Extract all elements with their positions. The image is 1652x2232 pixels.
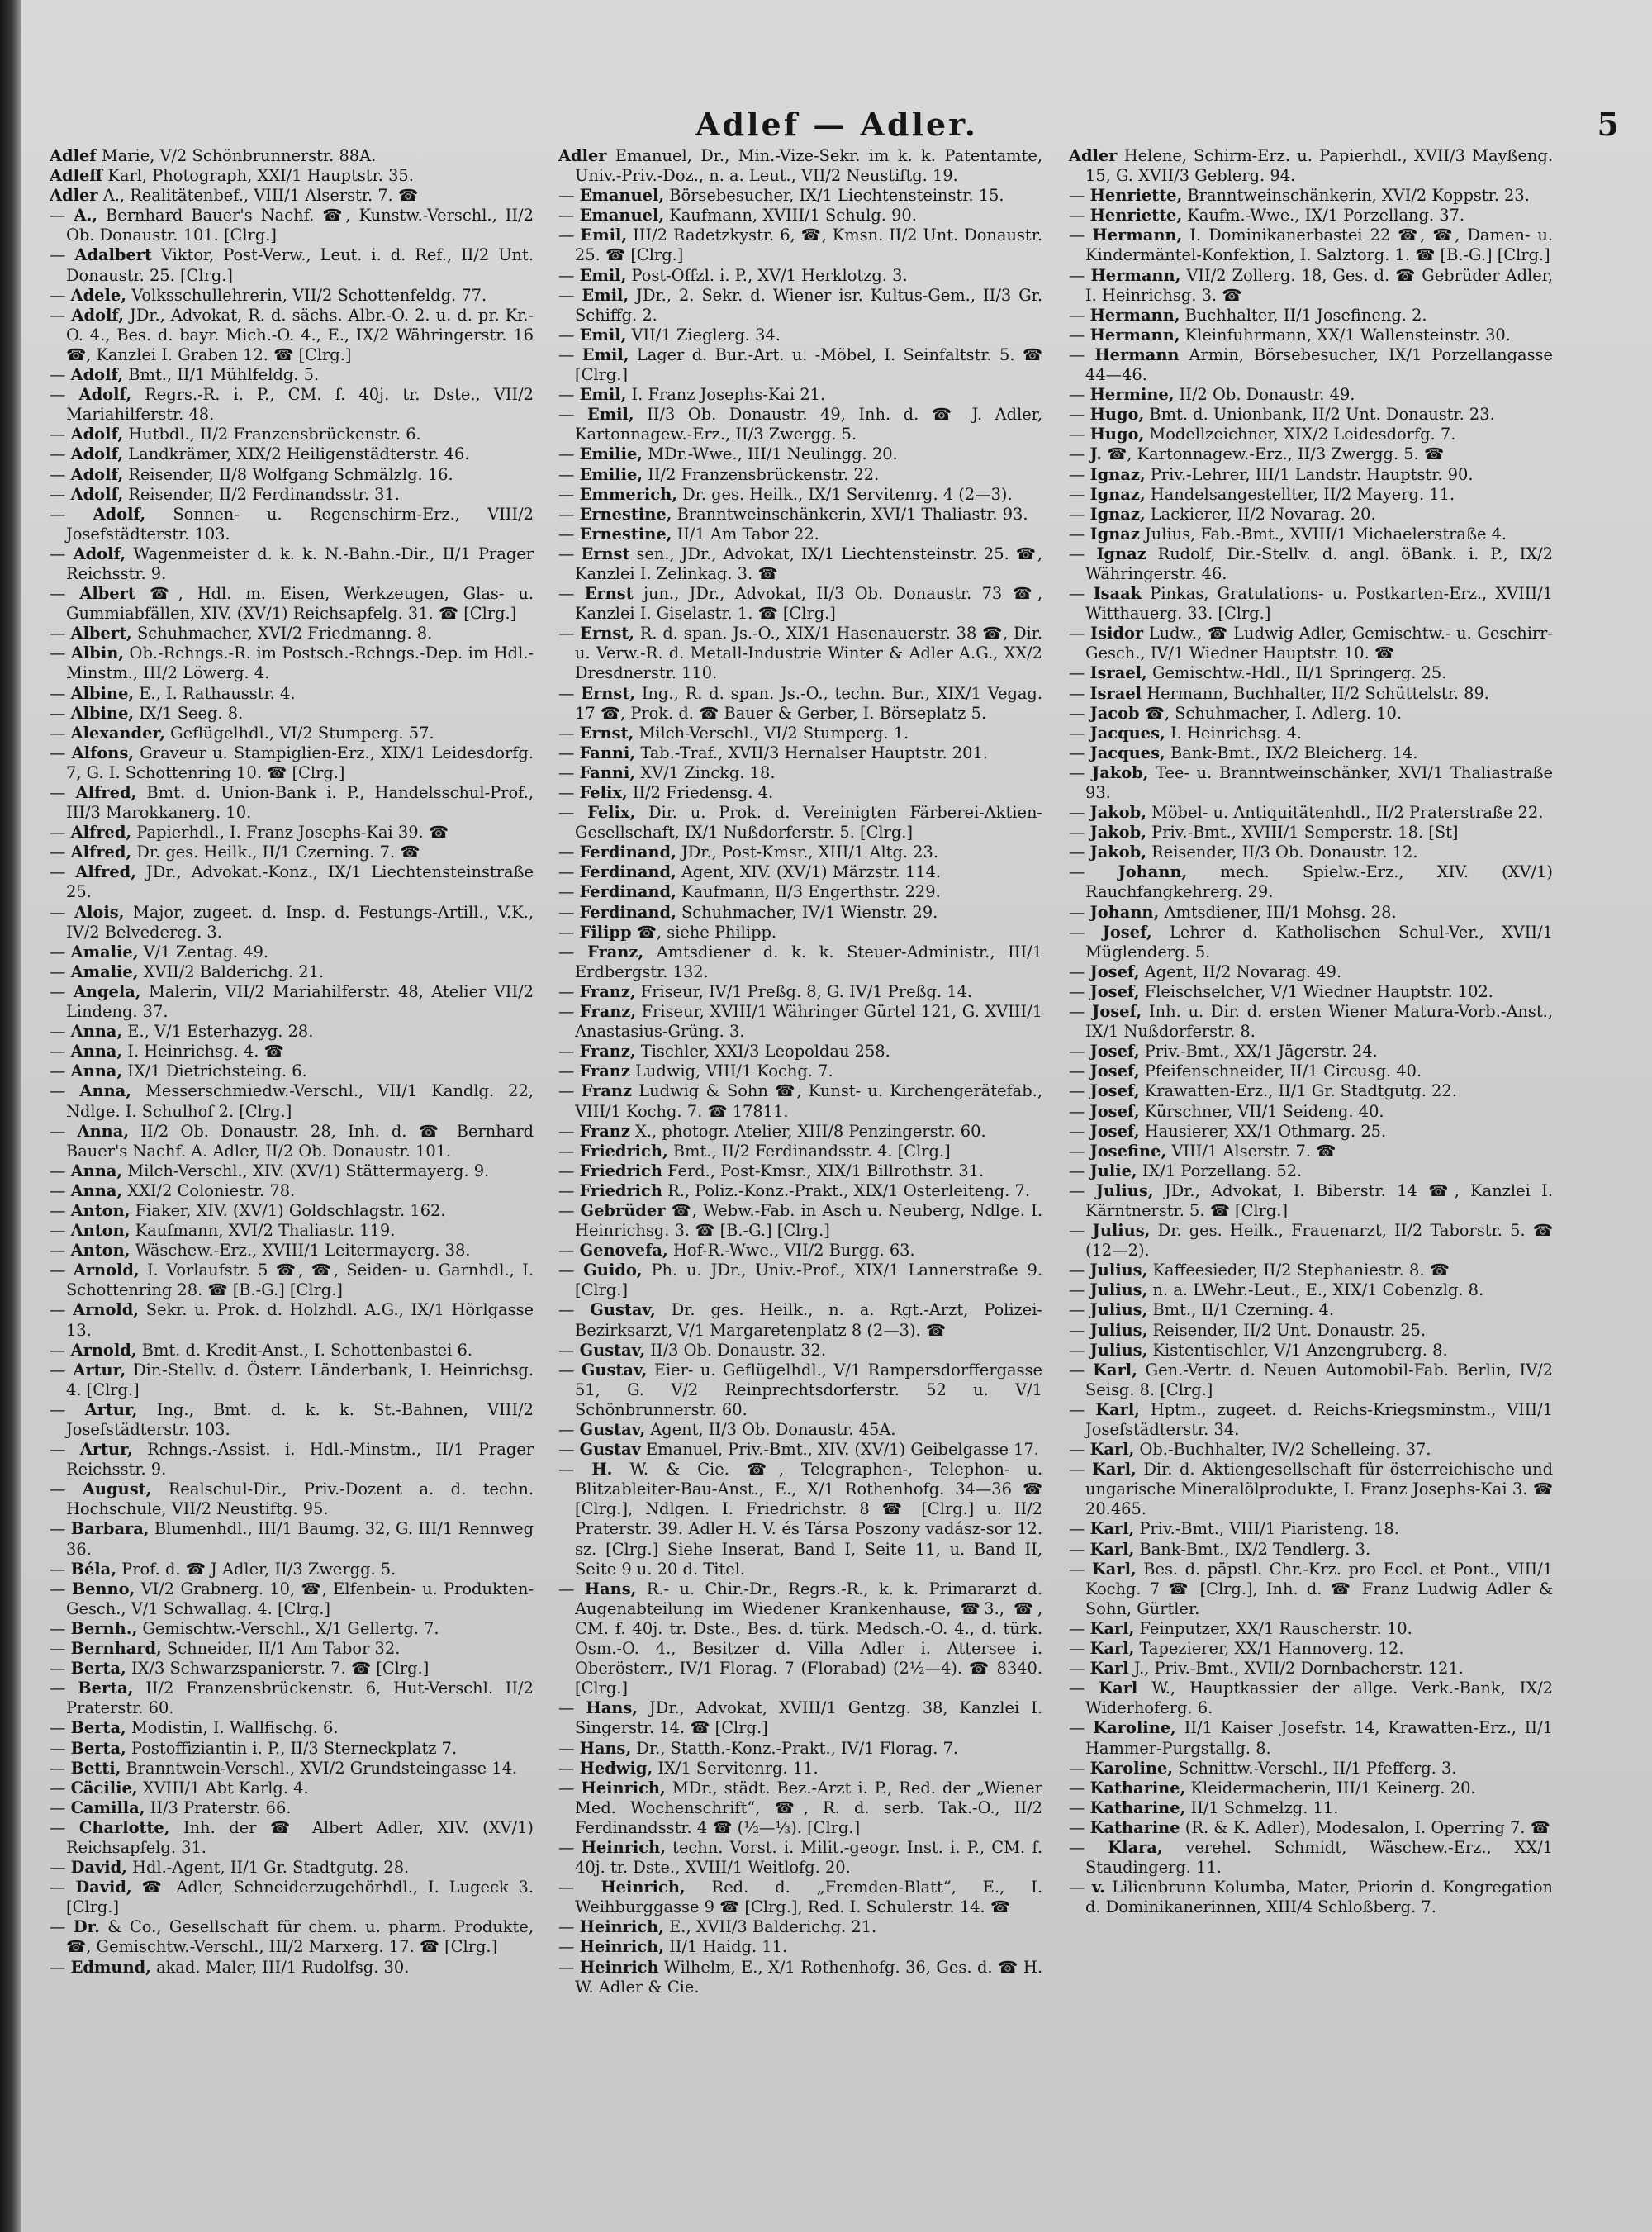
directory-entry: — Julius, Reisender, II/2 Unt. Donaustr. 25. xyxy=(1069,1320,1427,1340)
directory-entry: — Ernst sen., JDr., Advokat, IX/1 Liechtensteinstr. 25. ☎, Kanzlei I. Zelinkag. 3. ☎ xyxy=(558,544,1042,583)
directory-entry: — Adalbert Viktor, Post-Verw., Leut. i. d. Ref., II/2 Unt. Donaustr. 25. [Clrg.] xyxy=(50,245,534,285)
directory-entry: — David, Hdl.-Agent, II/1 Gr. Stadtgutg. 28. xyxy=(50,1858,410,1878)
directory-entry: — Emilie, II/2 Franzensbrückenstr. 22. xyxy=(558,464,880,484)
directory-entry: — Arnold, Bmt. d. Kredit-Anst., I. Schottenbastei 6. xyxy=(50,1340,473,1360)
directory-entry: — Hans, R.- u. Chir.-Dr., Regrs.-R., k. k. Primararzt d. Augenabteilung im Wiedener Krankenhause, ☎3., ☎, CM. f. 40j. tr. Dste., Bes. d. türk. Medsch.-O. 4., d. türk. Osm.-O. 4., Besitzer d. Villa Adler i. Attersee i. Oberösterr., IV/1 Florag. 7 (Florabad) (2½—4). ☎ 8340. [Clrg.] xyxy=(558,1579,1043,1698)
directory-entry: — Bernh., Gemischtw.-Verschl., X/1 Gellertg. 7. xyxy=(50,1618,439,1638)
directory-entry: — Katharine, II/1 Schmelzg. 11. xyxy=(1069,1797,1339,1817)
directory-entry: — Albine, E., I. Rathausstr. 4. xyxy=(50,683,296,703)
directory-entry: — Klara, verehel. Schmidt, Wäschew.-Erz., XX/1 Staudingerg. 11. xyxy=(1069,1837,1553,1878)
directory-entry: — Albert, Schuhmacher, XVI/2 Friedmanng. 8. xyxy=(50,624,433,643)
directory-entry: — H. W. & Cie. ☎, Telegraphen-, Telephon- u. Blitzableiter-Bau-Anst., E., X/1 Rothenhofg. 34—36 ☎ [Clrg.], Ndlgen. I. Friedrichstr. 8 ☎ [Clrg.] u. II/2 Praterstr. 39. Adler H. V. és Társa Poszony vadász-sor 12. sz. [Clrg.] Siehe Inserat, Band I, Seite 11, u. Band II, Seite 9 u. 20 d. Titel. xyxy=(558,1460,1042,1579)
directory-entry: — Alfred, Papierhdl., I. Franz Josephs-Kai 39. ☎ xyxy=(50,823,449,843)
directory-entry: — Adolf, JDr., Advokat, R. d. sächs. Albr.-O. 2. u. d. pr. Kr.-O. 4., Bes. d. bayr. Mich.-O. 4., E., IX/2 Währingerstr. 16 ☎, Kanzlei I. Graben 12. ☎ [Clrg.] xyxy=(50,305,534,364)
directory-page xyxy=(21,0,1652,2232)
directory-entry: — v. Lilienbrunn Kolumba, Mater, Priorin d. Kongregation d. Dominikanerinnen, XIII/4 Schloßberg. 7. xyxy=(1069,1878,1553,1917)
directory-entry: — Josef, Lehrer d. Katholischen Schul-Ver., XVII/1 Müglenderg. 5. xyxy=(1069,922,1553,962)
directory-entry: — Friedrich Ferd., Post-Kmsr., XIX/1 Billrothstr. 31. xyxy=(558,1161,985,1180)
directory-entry: — Hermann, Kleinfuhrmann, XX/1 Wallensteinstr. 30. xyxy=(1069,325,1511,344)
directory-entry: — Jakob, Priv.-Bmt., XVIII/1 Semperstr. 18. [St] xyxy=(1069,823,1459,843)
directory-entry: — Emil, VII/1 Zieglerg. 34. xyxy=(558,325,781,344)
directory-entry: — Béla, Prof. d. ☎ J Adler, II/3 Zwergg. 5. xyxy=(50,1559,396,1579)
directory-entry: — Franz, Friseur, XVIII/1 Währinger Gürtel 121, G. XVIII/1 Anastasius-Grüng. 3. xyxy=(558,1002,1042,1042)
directory-entry: — Ignaz Julius, Fab.-Bmt., XVIII/1 Michaelerstraße 4. xyxy=(1069,524,1507,544)
directory-entry: — Heinrich, techn. Vorst. i. Milit.-geogr. Inst. i. P., CM. f. 40j. tr. Dste., XVIII/1 Weitlofg. 20. xyxy=(558,1837,1042,1878)
directory-entry: — Ernestine, II/1 Am Tabor 22. xyxy=(558,524,819,544)
directory-entry: — Franz, Friseur, IV/1 Preßg. 8, G. IV/1 Preßg. 14. xyxy=(558,981,973,1001)
directory-entry: — Josef, Krawatten-Erz., II/1 Gr. Stadtgutg. 22. xyxy=(1069,1081,1457,1101)
directory-entry: — Josef, Hausierer, XX/1 Othmarg. 25. xyxy=(1069,1121,1387,1141)
directory-entry: — Emil, Post-Offzl. i. P., XV/1 Herklotzg. 3. xyxy=(558,265,908,285)
directory-entry: — Berta, II/2 Franzensbrückenstr. 6, Hut-Verschl. II/2 Praterstr. 60. xyxy=(50,1679,534,1718)
directory-entry: — Hans, JDr., Advokat, XVIII/1 Gentzg. 38, Kanzlei I. Singerstr. 14. ☎ [Clrg.] xyxy=(558,1698,1042,1738)
directory-entry: — Felix, II/2 Friedensg. 4. xyxy=(558,783,774,802)
directory-entry: — Alfred, JDr., Advokat.-Konz., IX/1 Liechtensteinstraße 25. xyxy=(50,862,534,902)
directory-entry: — Anton, Kaufmann, XVI/2 Thaliastr. 119. xyxy=(50,1221,396,1241)
directory-entry: — Heinrich, Red. d. „Fremden-Blatt“, E., I. Weihburggasse 9 ☎ [Clrg.], Red. I. Schulerstr. 14. ☎ xyxy=(558,1878,1042,1917)
directory-entry: — Edmund, akad. Maler, III/1 Rudolfsg. 30. xyxy=(50,1957,410,1977)
directory-entry: — Julie, IX/1 Porzellang. 52. xyxy=(1069,1161,1303,1180)
directory-entry: — Julius, Kistentischler, V/1 Anzengruberg. 8. xyxy=(1069,1340,1448,1360)
directory-entry: — Arnold, Sekr. u. Prok. d. Holzhdl. A.G., IX/1 Hörlgasse 13. xyxy=(50,1300,534,1340)
directory-entry: — Karl, Tapezierer, XX/1 Hannoverg. 12. xyxy=(1069,1639,1404,1659)
directory-entry: — August, Realschul-Dir., Priv.-Dozent a. d. techn. Hochschule, VII/2 Neustiftg. 95. xyxy=(50,1479,534,1519)
directory-entry: — Emanuel, Kaufmann, XVIII/1 Schulg. 90. xyxy=(558,206,917,226)
directory-entry: — Ernestine, Branntweinschänkerin, XVI/1 Thaliastr. 93. xyxy=(558,504,1028,524)
directory-entry: — Cäcilie, XVIII/1 Abt Karlg. 4. xyxy=(50,1778,309,1797)
directory-entry: — Julius, Bmt., II/1 Czerning. 4. xyxy=(1069,1300,1334,1320)
directory-entry: — Hugo, Bmt. d. Unionbank, II/2 Unt. Donaustr. 23. xyxy=(1069,405,1495,425)
directory-entry: — Artur, Rchngs.-Assist. i. Hdl.-Minstm., II/1 Prager Reichsstr. 9. xyxy=(50,1440,534,1479)
directory-entry: — Gustav, Dr. ges. Heilk., n. a. Rgt.-Arzt, Polizei-Bezirksarzt, V/1 Margaretenplatz 8 (2—3). ☎ xyxy=(558,1300,1042,1340)
directory-entry: — Alfred, Bmt. d. Union-Bank i. P., Handelsschul-Prof., III/3 Marokkanerg. 10. xyxy=(50,783,534,823)
directory-entry: — Heinrich, E., XVII/3 Balderichg. 21. xyxy=(558,1917,877,1937)
directory-entry: — Karoline, II/1 Kaiser Josefstr. 14, Krawatten-Erz., II/1 Hammer-Purgstallg. 8. xyxy=(1069,1718,1553,1758)
directory-entry: — Albine, IX/1 Seeg. 8. xyxy=(50,703,244,723)
directory-entry: — Henriette, Kaufm.-Wwe., IX/1 Porzellang. 37. xyxy=(1069,206,1465,226)
directory-entry: — Jakob, Tee- u. Branntweinschänker, XVI/1 Thaliastraße 93. xyxy=(1069,762,1553,802)
directory-entry: — Anna, E., V/1 Esterhazyg. 28. xyxy=(50,1022,314,1042)
scan-binding-edge xyxy=(0,0,21,2232)
directory-entry: — Gustav, Eier- u. Geflügelhdl., V/1 Rampersdorffergasse 51, G. V/2 Reinprechtsdorferstr. 52 u. V/1 Schönbrunnerstr. 60. xyxy=(558,1360,1042,1419)
directory-entry: — Anna, II/2 Ob. Donaustr. 28, Inh. d. ☎ Bernhard Bauer's Nachf. A. Adler, II/2 Ob. Donaustr. 101. xyxy=(50,1121,534,1161)
directory-entry: — Anna, IX/1 Dietrichsteing. 6. xyxy=(50,1061,307,1081)
directory-entry: — Ignaz Rudolf, Dir.-Stellv. d. angl. öBank. i. P., IX/2 Währingerstr. 46. xyxy=(1069,544,1554,583)
directory-entry: — Filipp ☎, siehe Philipp. xyxy=(558,922,777,942)
directory-entry: — Franz X., photogr. Atelier, XIII/8 Penzingerstr. 60. xyxy=(558,1121,986,1141)
directory-entry: — Anna, I. Heinrichsg. 4. ☎ xyxy=(50,1042,284,1061)
directory-entry: — Karl, Bes. d. päpstl. Chr.-Krz. pro Eccl. et Pont., VIII/1 Kochg. 7 ☎ [Clrg.], Inh. d. ☎ Franz Ludwig Adler & Sohn, Gürtler. xyxy=(1069,1559,1553,1618)
directory-entry: — Karl, Ob.-Buchhalter, IV/2 Schelleing. 37. xyxy=(1069,1440,1431,1460)
directory-entry: — Johann, mech. Spielw.-Erz., XIV. (XV/1) Rauchfangkehrerg. 29. xyxy=(1069,862,1553,902)
running-head: Adlef — Adler. xyxy=(695,106,978,143)
directory-entry: — Albert ☎, Hdl. m. Eisen, Werkzeugen, Glas- u. Gummiabfällen, XIV. (XV/1) Reichsapfelg. 31. ☎ [Clrg.] xyxy=(50,584,534,624)
directory-entry: — Betti, Branntwein-Verschl., XVI/2 Grundsteingasse 14. xyxy=(50,1758,518,1778)
directory-entry: — Fanni, Tab.-Traf., XVII/3 Hernalser Hauptstr. 201. xyxy=(558,743,988,762)
directory-entry: — Emil, II/3 Ob. Donaustr. 49, Inh. d. ☎ J. Adler, Kartonnagew.-Erz., II/3 Zwergg. 5. xyxy=(558,405,1042,444)
directory-entry: — Ernst, Milch-Verschl., VI/2 Stumperg. 1. xyxy=(558,723,909,743)
directory-entry: — Jakob, Reisender, II/3 Ob. Donaustr. 12. xyxy=(1069,843,1418,862)
directory-entry: — Gustav Emanuel, Priv.-Bmt., XIV. (XV/1) Geibelgasse 17. xyxy=(558,1440,1039,1460)
directory-entry: — Amalie, XVII/2 Balderichg. 21. xyxy=(50,962,325,981)
directory-entry: — Alfons, Graveur u. Stampiglien-Erz., XIX/1 Leidesdorfg. 7, G. I. Schottenring 10. ☎ [Clrg.] xyxy=(50,743,534,782)
directory-entry: Adler Emanuel, Dr., Min.-Vize-Sekr. im k. k. Patentamte, Univ.-Priv.-Doz., n. a. Leut., VII/2 Neustiftg. 19. xyxy=(558,146,1042,186)
directory-entry: — Alexander, Geflügelhdl., VI/2 Stumperg. 57. xyxy=(50,723,434,743)
directory-entry: — Josef, Agent, II/2 Novarag. 49. xyxy=(1069,962,1342,981)
directory-entry: — Emilie, MDr.-Wwe., III/1 Neulingg. 20. xyxy=(558,444,898,464)
directory-entry: — Bernhard, Schneider, II/1 Am Tabor 32. xyxy=(50,1639,401,1659)
directory-entry: — Berta, Postoffiziantin i. P., II/3 Sterneckplatz 7. xyxy=(50,1738,458,1758)
directory-entry: — Camilla, II/3 Praterstr. 66. xyxy=(50,1797,292,1817)
directory-entry: — Adolf, Wagenmeister d. k. k. N.-Bahn.-Dir., II/1 Prager Reichsstr. 9. xyxy=(50,544,534,583)
directory-entry: — Franz, Amtsdiener d. k. k. Steuer-Administr., III/1 Erdbergstr. 132. xyxy=(558,942,1042,981)
directory-entry: — Guido, Ph. u. JDr., Univ.-Prof., XIX/1 Lannerstraße 9. [Clrg.] xyxy=(558,1261,1042,1300)
directory-entry: — Katharine (R. & K. Adler), Modesalon, I. Operring 7. ☎ xyxy=(1069,1817,1550,1837)
page-number: 5 xyxy=(1597,106,1619,143)
directory-entry: — Karl, Feinputzer, XX/1 Rauscherstr. 10. xyxy=(1069,1618,1412,1638)
column-left xyxy=(50,146,534,1978)
directory-entry: — Karl, Dir. d. Aktiengesellschaft für österreichische und ungarische Mineralölprodukte, I. Franz Josephs-Kai 3. ☎ 20.465. xyxy=(1069,1460,1553,1519)
directory-entry: — Berta, IX/3 Schwarzspanierstr. 7. ☎ [Clrg.] xyxy=(50,1659,430,1679)
directory-entry: — Israel, Gemischtw.-Hdl., II/1 Springerg. 25. xyxy=(1069,663,1447,683)
directory-entry: — Genovefa, Hof-R.-Wwe., VII/2 Burgg. 63. xyxy=(558,1241,915,1261)
directory-entry: — Alfred, Dr. ges. Heilk., II/1 Czerning. 7. ☎ xyxy=(50,843,420,862)
directory-entry: — Emanuel, Börsebesucher, IX/1 Liechtensteinstr. 15. xyxy=(558,186,1004,206)
directory-entry: — Amalie, V/1 Zentag. 49. xyxy=(50,942,269,962)
directory-entry: — Adolf, Landkrämer, XIX/2 Heiligenstädterstr. 46. xyxy=(50,444,470,464)
directory-entry: — Karl, Hptm., zugeet. d. Reichs-Kriegsminstm., VIII/1 Josefstädterstr. 34. xyxy=(1069,1399,1553,1439)
directory-entry: — Johann, Amtsdiener, III/1 Mohsg. 28. xyxy=(1069,902,1397,922)
directory-entry: — Isaak Pinkas, Gratulations- u. Postkarten-Erz., XVIII/1 Witthauerg. 33. [Clrg.] xyxy=(1069,584,1553,624)
directory-entry: — Felix, Dir. u. Prok. d. Vereinigten Färberei-Aktien-Gesellschaft, IX/1 Nußdorferstr. 5. [Clrg.] xyxy=(558,803,1042,843)
directory-entry: — Alois, Major, zugeet. d. Insp. d. Festungs-Artill., V.K., IV/2 Belvedereg. 3. xyxy=(50,902,534,942)
directory-entry: — Berta, Modistin, I. Wallfischg. 6. xyxy=(50,1718,339,1738)
directory-entry: — A., Bernhard Bauer's Nachf. ☎, Kunstw.-Verschl., II/2 Ob. Donaustr. 101. [Clrg.] xyxy=(50,206,534,245)
directory-entry: Adler Helene, Schirm-Erz. u. Papierhdl., XVII/3 Mayßeng. 15, G. XVII/3 Geblerg. 94. xyxy=(1069,146,1553,186)
directory-entry: — Karl J., Priv.-Bmt., XVII/2 Dornbacherstr. 121. xyxy=(1069,1659,1464,1679)
directory-entry: — Franz Ludwig & Sohn ☎, Kunst- u. Kirchengerätefab., VIII/1 Kochg. 7. ☎ 17811. xyxy=(558,1081,1042,1121)
directory-entry: — Franz, Tischler, XXI/3 Leopoldau 258. xyxy=(558,1042,890,1061)
directory-entry: Adlef Marie, V/2 Schönbrunnerstr. 88A. xyxy=(50,146,377,165)
directory-entry: — Heinrich, II/1 Haidg. 11. xyxy=(558,1937,788,1957)
column-middle xyxy=(558,146,1042,1997)
directory-entry: — Anton, Fiaker, XIV. (XV/1) Goldschlagstr. 162. xyxy=(50,1200,446,1220)
directory-entry: — Adolf, Regrs.-R. i. P., CM. f. 40j. tr. Dste., VII/2 Mariahilferstr. 48. xyxy=(50,385,534,425)
directory-entry: — Karl W., Hauptkassier der allge. Verk.-Bank, IX/2 Widerhoferg. 6. xyxy=(1069,1679,1553,1718)
directory-entry: — Angela, Malerin, VII/2 Mariahilferstr. 48, Atelier VII/2 Lindeng. 37. xyxy=(50,981,534,1022)
directory-entry: — Emil, Lager d. Bur.-Art. u. -Möbel, I. Seinfaltstr. 5. ☎ [Clrg.] xyxy=(558,344,1043,385)
directory-entry: — Ignaz, Handelsangestellter, II/2 Mayerg. 11. xyxy=(1069,484,1455,504)
directory-entry: — Gustav, Agent, II/3 Ob. Donaustr. 45A. xyxy=(558,1420,896,1439)
directory-entry: — Heinrich Wilhelm, E., X/1 Rothenhofg. 36, Ges. d. ☎ H. W. Adler & Cie. xyxy=(558,1957,1042,1997)
directory-entry: — Ernst, Ing., R. d. span. Js.-O., techn. Bur., XIX/1 Vegag. 17 ☎, Prok. d. ☎ Bauer & Gerber, I. Börseplatz 5. xyxy=(558,683,1042,723)
directory-entry: — Josef, Pfeifenschneider, II/1 Circusg. 40. xyxy=(1069,1061,1422,1081)
directory-entry: — Karoline, Schnittw.-Verschl., II/1 Pfefferg. 3. xyxy=(1069,1758,1457,1778)
directory-entry: — Hugo, Modellzeichner, XIX/2 Leidesdorfg. 7. xyxy=(1069,425,1456,444)
directory-entry: — Friedrich R., Poliz.-Konz.-Prakt., XIX/1 Osterleiteng. 7. xyxy=(558,1180,1031,1200)
directory-entry: — Hedwig, IX/1 Servitenrg. 11. xyxy=(558,1758,819,1778)
directory-entry: — Jakob, Möbel- u. Antiquitätenhdl., II/2 Praterstraße 22. xyxy=(1069,803,1544,823)
directory-entry: — Hermann Armin, Börsebesucher, IX/1 Porzellangasse 44—46. xyxy=(1069,344,1553,385)
directory-entry: — Ernst, R. d. span. Js.-O., XIX/1 Hasenauerstr. 38 ☎, Dir. u. Verw.-R. d. Metall-Industrie Winter & Adler A.G., XX/2 Dresdnerstr. 110. xyxy=(558,624,1042,683)
directory-entry: — Julius, JDr., Advokat, I. Biberstr. 14 ☎, Kanzlei I. Kärntnerstr. 5. ☎ [Clrg.] xyxy=(1069,1180,1553,1220)
directory-entry: — Gustav, II/3 Ob. Donaustr. 32. xyxy=(558,1340,827,1360)
directory-entry: — J. ☎, Kartonnagew.-Erz., II/3 Zwergg. 5. ☎ xyxy=(1069,444,1445,464)
directory-entry: — Ferdinand, Agent, XIV. (XV/1) Märzstr. 114. xyxy=(558,862,942,882)
directory-entry: — Ferdinand, Kaufmann, II/3 Engerthstr. 229. xyxy=(558,882,941,902)
directory-entry: — Ferdinand, JDr., Post-Kmsr., XIII/1 Altg. 23. xyxy=(558,843,939,862)
directory-entry: — Heinrich, MDr., städt. Bez.-Arzt i. P., Red. der „Wiener Med. Wochenschrift“, ☎, R. d. serb. Tak.-O., II/2 Ferdinandsstr. 4 ☎ (½—⅓). [Clrg.] xyxy=(558,1778,1042,1837)
directory-entry: — Gebrüder ☎, Webw.-Fab. in Asch u. Neuberg, Ndlge. I. Heinrichsg. 3. ☎ [B.-G.] [Clrg.] xyxy=(558,1200,1042,1241)
directory-entry: — Franz Ludwig, VIII/1 Kochg. 7. xyxy=(558,1061,833,1081)
directory-entry: — Adele, Volksschullehrerin, VII/2 Schottenfeldg. 77. xyxy=(50,285,487,305)
directory-entry: — Benno, VI/2 Grabnerg. 10, ☎, Elfenbein- u. Produkten-Gesch., V/1 Schwallag. 4. [Clrg.] xyxy=(50,1579,534,1618)
directory-entry: — Julius, n. a. LWehr.-Leut., E., XIX/1 Cobenzlg. 8. xyxy=(1069,1280,1484,1300)
directory-entry: — Artur, Ing., Bmt. d. k. k. St.-Bahnen, VIII/2 Josefstädterstr. 103. xyxy=(50,1399,534,1439)
directory-entry: — Karl, Gen.-Vertr. d. Neuen Automobil-Fab. Berlin, IV/2 Seisg. 8. [Clrg.] xyxy=(1069,1360,1553,1399)
directory-entry: — Hermine, II/2 Ob. Donaustr. 49. xyxy=(1069,385,1355,405)
directory-entry: — Ignaz, Lackierer, II/2 Novarag. 20. xyxy=(1069,504,1376,524)
directory-entry: — Ignaz, Priv.-Lehrer, III/1 Landstr. Hauptstr. 90. xyxy=(1069,464,1474,484)
directory-entry: — Israel Hermann, Buchhalter, II/2 Schüttelstr. 89. xyxy=(1069,683,1489,703)
directory-entry: — Ernst jun., JDr., Advokat, II/3 Ob. Donaustr. 73 ☎, Kanzlei I. Giselastr. 1. ☎ [Clrg.] xyxy=(558,584,1042,624)
directory-entry: — Jacques, I. Heinrichsg. 4. xyxy=(1069,723,1303,743)
directory-entry: — Emmerich, Dr. ges. Heilk., IX/1 Servitenrg. 4 (2—3). xyxy=(558,484,1013,504)
directory-entry: — Karl, Bank-Bmt., IX/2 Tendlerg. 3. xyxy=(1069,1539,1371,1559)
directory-entry: — Jacques, Bank-Bmt., IX/2 Bleicherg. 14. xyxy=(1069,743,1418,762)
directory-entry: — Emil, III/2 Radetzkystr. 6, ☎, Kmsn. II/2 Unt. Donaustr. 25. ☎ [Clrg.] xyxy=(558,226,1042,265)
directory-entry: — Adolf, Bmt., II/1 Mühlfeldg. 5. xyxy=(50,365,320,385)
directory-entry: — Josef, Kürschner, VII/1 Seideng. 40. xyxy=(1069,1101,1384,1121)
directory-entry: — Josef, Inh. u. Dir. d. ersten Wiener Matura-Vorb.-Anst., IX/1 Nußdorferstr. 8. xyxy=(1069,1002,1554,1042)
directory-entry: — Anna, XXI/2 Coloniestr. 78. xyxy=(50,1180,296,1200)
directory-entry: — Barbara, Blumenhdl., III/1 Baumg. 32, G. III/1 Rennweg 36. xyxy=(50,1519,534,1559)
directory-entry: — Henriette, Branntweinschänkerin, XVI/2 Koppstr. 23. xyxy=(1069,186,1530,206)
directory-entry: — Fanni, XV/1 Zinckg. 18. xyxy=(558,762,776,782)
directory-entry: — Adolf, Reisender, II/2 Ferdinandsstr. 31. xyxy=(50,484,400,504)
directory-entry: — Hermann, Buchhalter, II/1 Josefineng. 2. xyxy=(1069,305,1427,325)
directory-entry: — Julius, Dr. ges. Heilk., Frauenarzt, II/2 Taborstr. 5. ☎ (12—2). xyxy=(1069,1221,1554,1261)
directory-entry: — David, ☎ Adler, Schneiderzugehörhdl., I. Lugeck 3. [Clrg.] xyxy=(50,1878,534,1917)
directory-entry: — Anna, Milch-Verschl., XIV. (XV/1) Stättermayerg. 9. xyxy=(50,1161,490,1180)
directory-entry: — Jacob ☎, Schuhmacher, I. Adlerg. 10. xyxy=(1069,703,1403,723)
directory-entry: — Charlotte, Inh. der ☎ Albert Adler, XIV. (XV/1) Reichsapfelg. 31. xyxy=(50,1817,534,1857)
directory-entry: — Adolf, Hutbdl., II/2 Franzensbrückenstr. 6. xyxy=(50,425,421,444)
directory-entry: — Josef, Fleischselcher, V/1 Wiedner Hauptstr. 102. xyxy=(1069,981,1493,1001)
directory-entry: — Isidor Ludw., ☎ Ludwig Adler, Gemischtw.- u. Geschirr-Gesch., IV/1 Wiedner Hauptstr. 10. ☎ xyxy=(1069,624,1553,663)
directory-entry: — Albin, Ob.-Rchngs.-R. im Postsch.-Rchngs.-Dep. im Hdl.-Minstm., III/2 Löwerg. 4. xyxy=(50,643,534,683)
directory-entry: — Josefine, VIII/1 Alserstr. 7. ☎ xyxy=(1069,1141,1336,1161)
directory-entry: — Karl, Priv.-Bmt., VIII/1 Piaristeng. 18. xyxy=(1069,1519,1399,1539)
directory-entry: — Anna, Messerschmiedw.-Verschl., VII/1 Kandlg. 22, Ndlge. I. Schulhof 2. [Clrg.] xyxy=(50,1081,534,1121)
directory-entry: — Anton, Wäschew.-Erz., XVIII/1 Leitermayerg. 38. xyxy=(50,1241,471,1261)
directory-entry: — Emil, JDr., 2. Sekr. d. Wiener isr. Kultus-Gem., II/3 Gr. Schiffg. 2. xyxy=(558,285,1042,325)
directory-entry: — Katharine, Kleidermacherin, III/1 Keinerg. 20. xyxy=(1069,1778,1476,1797)
directory-entry: — Friedrich, Bmt., II/2 Ferdinandsstr. 4. [Clrg.] xyxy=(558,1141,951,1161)
directory-entry: — Adolf, Reisender, II/8 Wolfgang Schmälzlg. 16. xyxy=(50,464,453,484)
directory-entry: — Arnold, I. Vorlaufstr. 5 ☎, ☎, Seiden- u. Garnhdl., I. Schottenring 28. ☎ [B.-G.] [Clrg.] xyxy=(50,1261,534,1300)
directory-entry: — Josef, Priv.-Bmt., XX/1 Jägerstr. 24. xyxy=(1069,1042,1378,1061)
directory-entry: — Adolf, Sonnen- u. Regenschirm-Erz., VIII/2 Josefstädterstr. 103. xyxy=(50,504,534,544)
directory-entry: — Julius, Kaffeesieder, II/2 Stephaniestr. 8. ☎ xyxy=(1069,1261,1450,1280)
directory-entry: — Hermann, I. Dominikanerbastei 22 ☎, ☎, Damen- u. Kindermäntel-Konfektion, I. Salztorg. 1. ☎ [B.-G.] [Clrg.] xyxy=(1069,226,1553,265)
directory-entry: — Hans, Dr., Statth.-Konz.-Prakt., IV/1 Florag. 7. xyxy=(558,1738,959,1758)
directory-entry: — Emil, I. Franz Josephs-Kai 21. xyxy=(558,385,826,405)
directory-entry: — Ferdinand, Schuhmacher, IV/1 Wienstr. 29. xyxy=(558,902,938,922)
column-right xyxy=(1069,146,1553,1917)
directory-entry: Adler A., Realitätenbef., VIII/1 Alserstr. 7. ☎ xyxy=(50,186,419,206)
directory-entry: — Artur, Dir.-Stellv. d. Österr. Länderbank, I. Heinrichsg. 4. [Clrg.] xyxy=(50,1360,534,1399)
directory-entry: — Dr. & Co., Gesellschaft für chem. u. pharm. Produkte, ☎, Gemischtw.-Verschl., III/2 Marxerg. 17. ☎ [Clrg.] xyxy=(50,1917,534,1957)
directory-entry: — Hermann, VII/2 Zollerg. 18, Ges. d. ☎ Gebrüder Adler, I. Heinrichsg. 3. ☎ xyxy=(1069,265,1553,305)
directory-entry: Adleff Karl, Photograph, XXI/1 Hauptstr. 35. xyxy=(50,166,414,186)
